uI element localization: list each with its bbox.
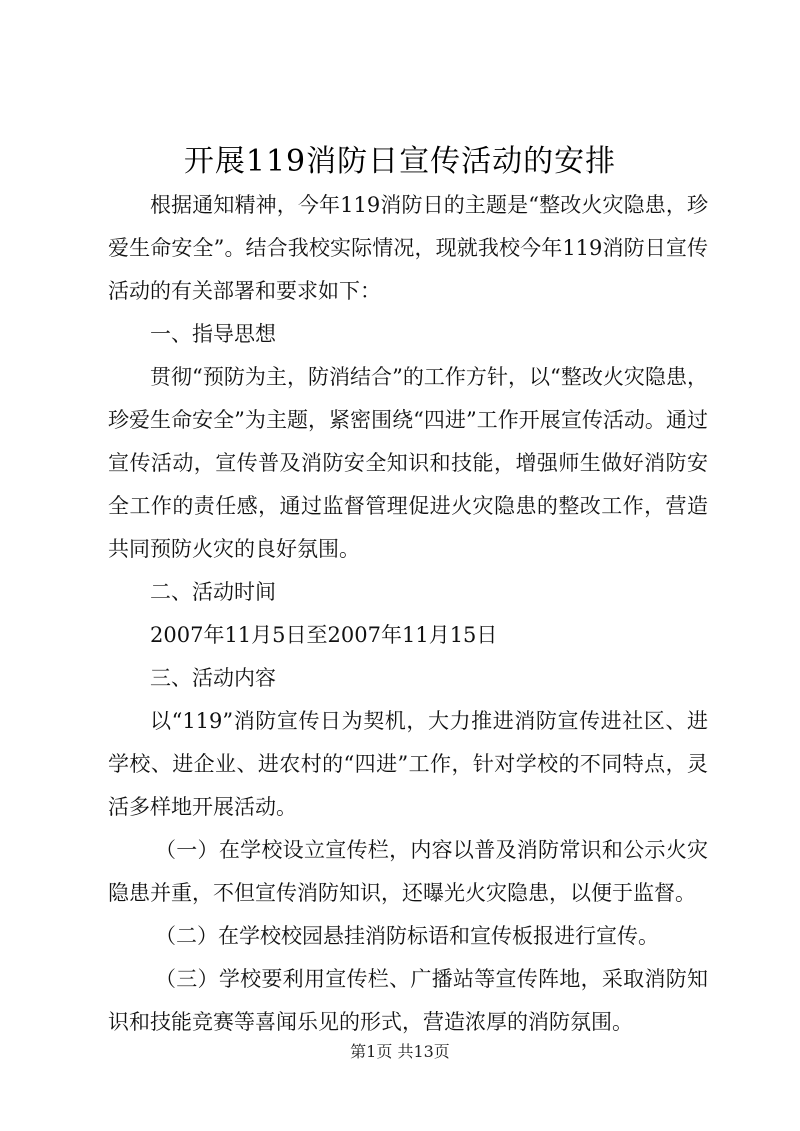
activity-item-1: （一）在学校设立宣传栏，内容以普及消防常识和公示火灾隐患并重，不但宣传消防知识，还曝光火灾隐患，以便于监督。 [108,838,708,905]
guiding-ideology-paragraph: 贯彻“预防为主，防消结合”的工作方针，以“整改火灾隐患，珍爱生命安全”为主题，紧密围绕“四进”工作开展宣传活动。通过宣传活动，宣传普及消防安全知识和技能，增强师生做好消防安全工作的责任感，通过监督管理促进火灾隐患的整改工作，营造共同预防火灾的良好氛围。 [108,365,708,561]
intro-paragraph: 根据通知精神，今年119消防日的主题是“整改火灾隐患，珍爱生命安全”。结合我校实际情况，现就我校今年119消防日宣传活动的有关部署和要求如下： [108,193,708,303]
section-heading-guiding-ideology: 一、指导思想 [150,322,276,346]
activity-time-paragraph: 2007年11月5日至2007年11月15日 [150,623,498,647]
section-heading-activity-content: 三、活动内容 [150,666,276,690]
section-heading-activity-time: 二、活动时间 [150,580,276,604]
document-body [108,184,708,1044]
activity-item-2: （二）在学校校园悬挂消防标语和宣传板报进行宣传。 [155,924,659,948]
document-title: 开展119消防日宣传活动的安排 [183,144,617,179]
page-footer: 第1页 共13页 [350,1042,450,1061]
activity-item-3: （三）学校要利用宣传栏、广播站等宣传阵地，采取消防知识和技能竞赛等喜闻乐见的形式，营造浓厚的消防氛围。 [108,967,708,1034]
activity-content-paragraph: 以“119”消防宣传日为契机，大力推进消防宣传进社区、进学校、进企业、进农村的“四进”工作，针对学校的不同特点，灵活多样地开展活动。 [108,709,708,819]
